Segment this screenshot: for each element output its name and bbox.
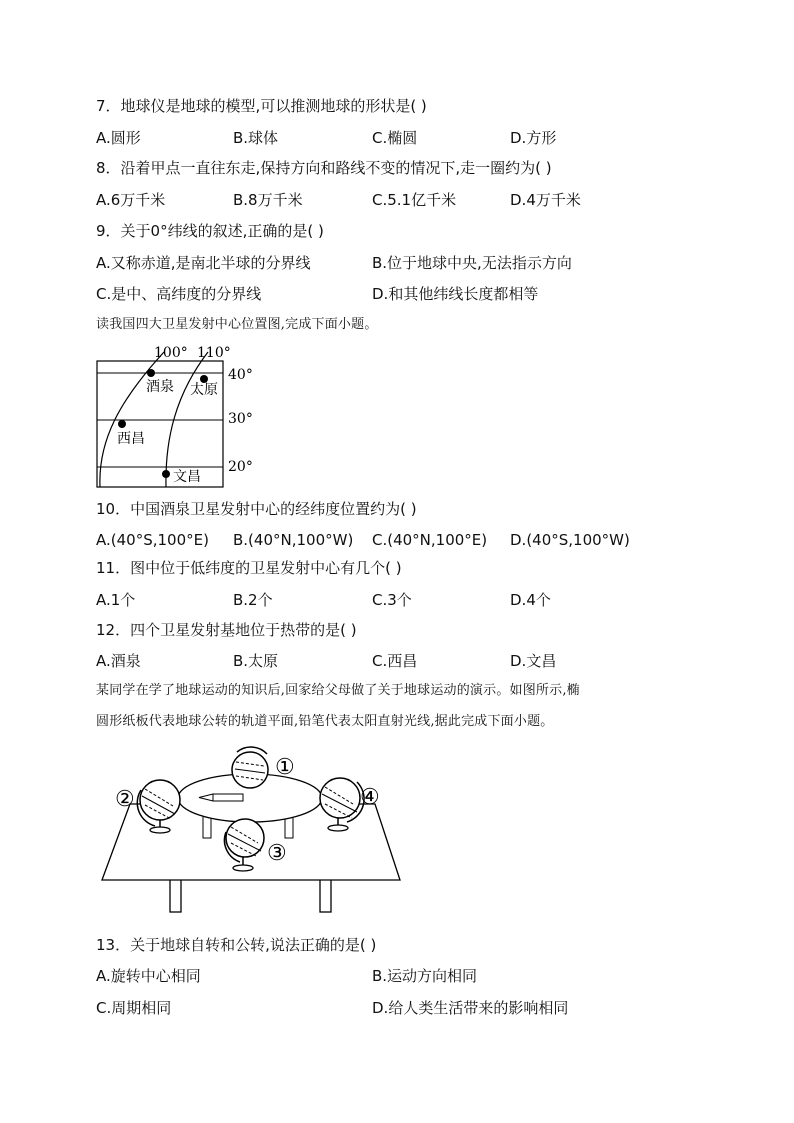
q13-option-d[interactable]: D.给人类生活带来的影响相同	[372, 999, 569, 1017]
question-8-stem: 8．沿着甲点一直往东走,保持方向和路线不变的情况下,走一圈约为( )	[96, 159, 552, 177]
question-7-stem: 7．地球仪是地球的模型,可以推测地球的形状是( )	[96, 97, 427, 115]
label-1: ①	[275, 755, 295, 780]
label-jiuquan: 酒泉	[146, 379, 174, 395]
q7-option-c[interactable]: C.椭圆	[372, 129, 418, 147]
lon-label-110: 110°	[197, 345, 231, 361]
q12-option-c[interactable]: C.西昌	[372, 652, 418, 670]
globe-1	[232, 747, 268, 788]
table-leg-left	[170, 877, 181, 912]
q13-option-b[interactable]: B.运动方向相同	[372, 967, 478, 985]
lat-label-20: 20°	[228, 459, 253, 475]
q10-option-a[interactable]: A.(40°S,100°E)	[96, 531, 209, 549]
intro-earth-motion-line1: 某同学在学了地球运动的知识后,回家给父母做了关于地球运动的演示。如图所示,椭	[96, 683, 580, 698]
lon-label-100: 100°	[154, 345, 188, 361]
table-leg-right	[320, 877, 331, 912]
label-4: ④	[360, 785, 380, 810]
q8-option-a[interactable]: A.6万千米	[96, 191, 166, 209]
q10-option-c[interactable]: C.(40°N,100°E)	[372, 531, 488, 549]
question-10-stem: 10．中国酒泉卫星发射中心的经纬度位置约为( )	[96, 500, 417, 518]
q11-option-d[interactable]: D.4个	[510, 591, 551, 609]
q12-option-a[interactable]: A.酒泉	[96, 652, 141, 670]
q12-option-b[interactable]: B.太原	[233, 652, 279, 670]
q10-option-d[interactable]: D.(40°S,100°W)	[510, 531, 630, 549]
q13-option-a[interactable]: A.旋转中心相同	[96, 967, 201, 985]
question-11-stem: 11．图中位于低纬度的卫星发射中心有几个( )	[96, 559, 402, 577]
q9-option-d[interactable]: D.和其他纬线长度都相等	[372, 285, 539, 303]
q13-option-c[interactable]: C.周期相同	[96, 999, 172, 1017]
q7-option-d[interactable]: D.方形	[510, 129, 557, 147]
satellite-launch-center-map	[90, 340, 265, 492]
label-xichang: 西昌	[117, 431, 145, 447]
q7-option-b[interactable]: B.球体	[233, 129, 279, 147]
q7-option-a[interactable]: A.圆形	[96, 129, 141, 147]
question-13-stem: 13．关于地球自转和公转,说法正确的是( )	[96, 936, 377, 954]
q10-option-b[interactable]: B.(40°N,100°W)	[233, 531, 354, 549]
lat-label-30: 30°	[228, 411, 253, 427]
xichang-marker	[118, 420, 126, 428]
q11-option-c[interactable]: C.3个	[372, 591, 412, 609]
q9-option-c[interactable]: C.是中、高纬度的分界线	[96, 285, 262, 303]
intro-satellite-map: 读我国四大卫星发射中心位置图,完成下面小题。	[96, 317, 378, 332]
q12-option-d[interactable]: D.文昌	[510, 652, 557, 670]
label-wenchang: 文昌	[173, 469, 201, 485]
q11-option-a[interactable]: A.1个	[96, 591, 136, 609]
q8-option-b[interactable]: B.8万千米	[233, 191, 303, 209]
q9-option-b[interactable]: B.位于地球中央,无法指示方向	[372, 254, 572, 272]
jiuquan-marker	[147, 369, 155, 377]
question-12-stem: 12．四个卫星发射基地位于热带的是( )	[96, 621, 357, 639]
q9-option-a[interactable]: A.又称赤道,是南北半球的分界线	[96, 254, 311, 272]
q11-option-b[interactable]: B.2个	[233, 591, 273, 609]
label-taiyuan: 太原	[190, 382, 218, 398]
q8-option-d[interactable]: D.4万千米	[510, 191, 581, 209]
question-9-stem: 9．关于0°纬线的叙述,正确的是( )	[96, 222, 324, 240]
label-3: ③	[267, 841, 287, 866]
earth-motion-demo-figure	[95, 742, 415, 917]
label-2: ②	[115, 787, 135, 812]
intro-earth-motion-line2: 圆形纸板代表地球公转的轨道平面,铅笔代表太阳直射光线,据此完成下面小题。	[96, 714, 554, 729]
wenchang-marker	[162, 470, 170, 478]
lat-label-40: 40°	[228, 367, 253, 383]
q8-option-c[interactable]: C.5.1亿千米	[372, 191, 457, 209]
